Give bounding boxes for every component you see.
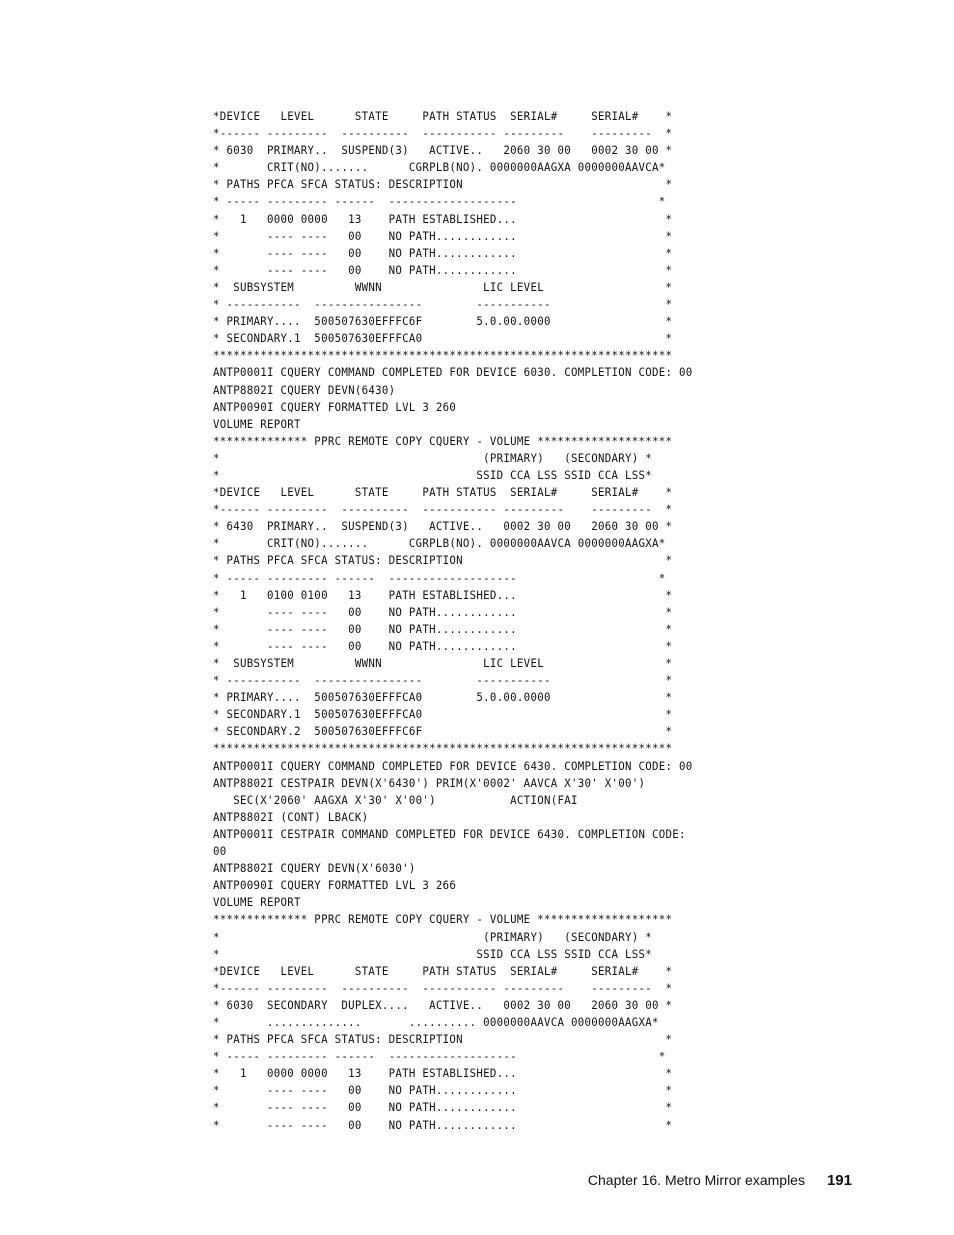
listing-line: * 1 0000 0000 13 PATH ESTABLISHED... * xyxy=(213,1067,673,1081)
listing-line: * 6430 PRIMARY.. SUSPEND(3) ACTIVE.. 0002 30 00 2060 30 00 * xyxy=(213,520,673,534)
listing-line: * SECONDARY.1 500507630EFFFCA0 * xyxy=(213,708,673,722)
listing-line: * ----- --------- ------ ------------------- * xyxy=(213,1050,666,1064)
listing-line: * SSID CCA LSS SSID CCA LSS* xyxy=(213,947,653,961)
listing-line: * ---- ---- 00 NO PATH............ * xyxy=(213,1101,673,1115)
listing-line: * PATHS PFCA SFCA STATUS: DESCRIPTION * xyxy=(213,178,673,192)
listing-line: ************** PPRC REMOTE COPY CQUERY - VOLUME ******************** xyxy=(213,913,673,927)
listing-line: VOLUME REPORT xyxy=(213,896,301,910)
listing-line: * (PRIMARY) (SECONDARY) * xyxy=(213,451,653,465)
listing-line: *------ --------- ---------- ----------- --------- --------- * xyxy=(213,503,673,517)
listing-line: * 1 0100 0100 13 PATH ESTABLISHED... * xyxy=(213,588,673,602)
listing-line: * SSID CCA LSS SSID CCA LSS* xyxy=(213,468,653,482)
listing-line: ANTP0090I CQUERY FORMATTED LVL 3 266 xyxy=(213,879,457,893)
listing-line: * SECONDARY.2 500507630EFFFC6F * xyxy=(213,725,673,739)
listing-line: * ----- --------- ------ ------------------- * xyxy=(213,195,666,209)
listing-line: * PATHS PFCA SFCA STATUS: DESCRIPTION * xyxy=(213,554,673,568)
listing-line: * PRIMARY.... 500507630EFFFC6F 5.0.00.0000 * xyxy=(213,315,673,329)
page-footer xyxy=(588,1172,852,1190)
listing-line: ************** PPRC REMOTE COPY CQUERY - VOLUME ******************** xyxy=(213,434,673,448)
listing-line: ******************************************************************** xyxy=(213,349,673,363)
listing-line: ANTP0090I CQUERY FORMATTED LVL 3 260 xyxy=(213,400,457,414)
listing-line: *------ --------- ---------- ----------- --------- --------- * xyxy=(213,981,673,995)
listing-line: ANTP8802I CESTPAIR DEVN(X'6430') PRIM(X'0002' AAVCA X'30' X'00') xyxy=(213,776,646,790)
listing-line: ANTP0001I CESTPAIR COMMAND COMPLETED FOR DEVICE 6430. COMPLETION CODE: xyxy=(213,827,686,841)
listing-line: ANTP0001I CQUERY COMMAND COMPLETED FOR DEVICE 6430. COMPLETION CODE: 00 xyxy=(213,759,693,773)
listing-line: * ---- ---- 00 NO PATH............ * xyxy=(213,263,673,277)
listing-line: * SUBSYSTEM WWNN LIC LEVEL * xyxy=(213,280,673,294)
listing-line: * (PRIMARY) (SECONDARY) * xyxy=(213,930,653,944)
listing-line: * ----------- ---------------- ----------- * xyxy=(213,298,673,312)
listing-line: * SECONDARY.1 500507630EFFFCA0 * xyxy=(213,332,673,346)
listing-line: * 6030 PRIMARY.. SUSPEND(3) ACTIVE.. 2060 30 00 0002 30 00 * xyxy=(213,144,673,158)
listing-line: *DEVICE LEVEL STATE PATH STATUS SERIAL# SERIAL# * xyxy=(213,964,673,978)
listing-line: *DEVICE LEVEL STATE PATH STATUS SERIAL# SERIAL# * xyxy=(213,110,673,123)
listing-line: * ---- ---- 00 NO PATH............ * xyxy=(213,229,673,243)
listing-line: ANTP8802I CQUERY DEVN(X'6030') xyxy=(213,862,416,876)
listing-line: * PRIMARY.... 500507630EFFFCA0 5.0.00.0000 * xyxy=(213,691,673,705)
page-number: 191 xyxy=(826,1172,852,1189)
listing-line: * ---- ---- 00 NO PATH............ * xyxy=(213,605,673,619)
listing-line: ANTP8802I CQUERY DEVN(6430) xyxy=(213,383,396,397)
listing-line: ANTP8802I (CONT) LBACK) xyxy=(213,810,369,824)
listing-line: ******************************************************************** xyxy=(213,742,673,756)
console-listing xyxy=(213,108,833,1134)
listing-line: * ---- ---- 00 NO PATH............ * xyxy=(213,1118,673,1132)
listing-line: * .............. .......... 0000000AAVCA 0000000AAGXA* xyxy=(213,1015,659,1029)
listing-line: * ----------- ---------------- ----------- * xyxy=(213,674,673,688)
listing-line: ANTP0001I CQUERY COMMAND COMPLETED FOR DEVICE 6030. COMPLETION CODE: 00 xyxy=(213,366,693,380)
listing-line: *DEVICE LEVEL STATE PATH STATUS SERIAL# SERIAL# * xyxy=(213,486,673,500)
listing-line: * 1 0000 0000 13 PATH ESTABLISHED... * xyxy=(213,212,673,226)
listing-line: * ---- ---- 00 NO PATH............ * xyxy=(213,1084,673,1098)
listing-line: * ---- ---- 00 NO PATH............ * xyxy=(213,622,673,636)
listing-line: * CRIT(NO)....... CGRPLB(NO). 0000000AAGXA 0000000AAVCA* xyxy=(213,161,666,175)
listing-line: * CRIT(NO)....... CGRPLB(NO). 0000000AAVCA 0000000AAGXA* xyxy=(213,537,666,551)
listing-line: *------ --------- ---------- ----------- --------- --------- * xyxy=(213,127,673,141)
listing-line: * ---- ---- 00 NO PATH............ * xyxy=(213,639,673,653)
listing-line: SEC(X'2060' AAGXA X'30' X'00') ACTION(FAI xyxy=(213,793,578,807)
listing-line: * ---- ---- 00 NO PATH............ * xyxy=(213,246,673,260)
listing-line: * SUBSYSTEM WWNN LIC LEVEL * xyxy=(213,657,673,670)
listing-line: * ----- --------- ------ ------------------- * xyxy=(213,571,666,585)
listing-line: 00 xyxy=(213,845,227,859)
listing-line: * PATHS PFCA SFCA STATUS: DESCRIPTION * xyxy=(213,1033,673,1047)
listing-line: * 6030 SECONDARY DUPLEX.... ACTIVE.. 0002 30 00 2060 30 00 * xyxy=(213,998,673,1012)
chapter-title: Chapter 16. Metro Mirror examples xyxy=(587,1172,805,1188)
listing-line: VOLUME REPORT xyxy=(213,417,301,431)
